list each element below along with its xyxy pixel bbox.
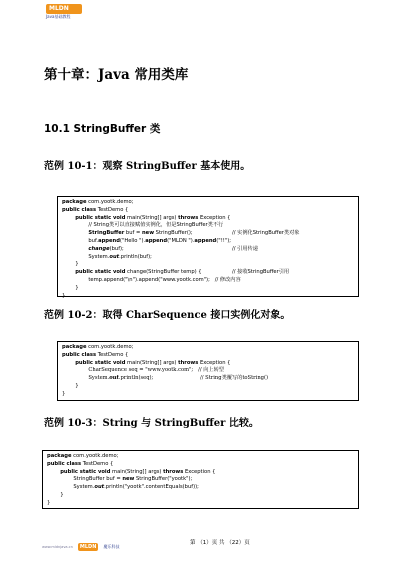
code-token: throws (178, 214, 199, 221)
code-token: .println("yootk".contentEquals(buf)); (104, 484, 199, 491)
footer-logo (42, 536, 119, 555)
code-line (47, 469, 358, 477)
code-token: package (47, 453, 72, 459)
code-token: (buf); (109, 245, 124, 252)
code-token: public static void (75, 359, 126, 366)
code-token: Exception { (183, 468, 216, 475)
code-block-1 (57, 196, 359, 297)
code-token: out (94, 484, 105, 491)
code-token: } (47, 499, 51, 506)
code-line (62, 238, 358, 246)
code-token: // String类可以直接赋值实例化，但是StringBuffer类不行 (62, 222, 224, 229)
code-token: StringBuffer(); (154, 230, 193, 237)
code-line (62, 277, 358, 285)
code-token: System. (62, 375, 110, 382)
code-line (62, 352, 358, 360)
code-token (62, 360, 75, 366)
code-token: ("MLDN "). (167, 237, 195, 244)
code-line (62, 207, 358, 215)
code-token: } (62, 292, 66, 299)
code-comment: // String类覆写的toString() (200, 375, 269, 382)
code-line (47, 484, 358, 492)
code-line (62, 199, 358, 207)
code-comment: // 实例化StringBuffer类对象 (232, 230, 300, 237)
code-line (62, 261, 358, 269)
code-token: main(String[] args) (125, 359, 179, 366)
logo-subtitle: Java基础教程 (46, 14, 71, 19)
code-comment: // 接收StringBuffer引用 (232, 269, 290, 276)
header-logo (46, 4, 82, 22)
code-token: buf. (62, 237, 99, 244)
code-token: new (122, 476, 135, 483)
code-token: com.yootk.demo; (71, 453, 119, 459)
code-token: throws (178, 359, 199, 366)
code-token: temp.append("\n").append("www.yootk.com"); // 修改内容 (62, 276, 241, 283)
code-token: ("!!"); (216, 237, 232, 244)
code-comment: // 引用传递 (232, 245, 258, 252)
code-token: System. (62, 253, 110, 260)
code-token (62, 215, 75, 221)
code-token: } (47, 491, 64, 498)
code-token: TestDemo { (96, 206, 129, 213)
code-line (62, 293, 358, 301)
logo-badge: MLDN (46, 4, 82, 14)
code-line (47, 500, 358, 508)
code-line (47, 461, 358, 469)
code-token: public class (62, 206, 97, 213)
footer-logo-url: www.mldnjava.cn (42, 544, 73, 549)
code-token: public class (62, 351, 97, 358)
code-line (47, 453, 358, 461)
code-line (62, 391, 358, 399)
code-token: StringBuffer buf = (47, 476, 123, 483)
example-title-1: 范例 10-1：观察 StringBuffer 基本使用。 (44, 161, 251, 172)
code-line (62, 375, 358, 383)
code-line (62, 246, 358, 254)
code-token: StringBuffer (88, 230, 125, 237)
code-token: change (88, 245, 110, 252)
section-title: 10.1 StringBuffer 类 (44, 123, 161, 135)
code-token: } (62, 382, 79, 389)
footer-logo-text: 魔乐科技 (103, 543, 120, 549)
code-line (62, 285, 358, 293)
code-line (62, 230, 358, 238)
code-token: Exception { (198, 214, 231, 221)
code-line (47, 476, 358, 484)
code-token: public class (47, 460, 82, 467)
code-token: throws (163, 468, 184, 475)
code-token (62, 269, 75, 275)
code-token: ("Hello "). (119, 237, 146, 244)
code-line (62, 344, 358, 352)
code-token: StringBuffer("yootk"); (134, 476, 193, 483)
code-token: buf = (124, 230, 142, 237)
code-token (62, 246, 88, 252)
code-line (47, 492, 358, 500)
code-token: append (194, 237, 217, 244)
code-token: append (98, 237, 120, 244)
code-token: } (62, 261, 79, 268)
code-token: new (141, 230, 154, 237)
code-token (47, 469, 60, 475)
code-token: main(String[] args) (110, 468, 164, 475)
page-number: 第 （1）页 共 （22）页 (190, 540, 250, 546)
code-token: out (109, 375, 119, 382)
code-token: com.yootk.demo; (86, 344, 134, 350)
chapter-title: 第十章：Java 常用类库 (44, 67, 189, 83)
code-token: public static void (75, 269, 126, 276)
code-token: package (62, 344, 87, 350)
code-token: out (109, 253, 120, 260)
code-token: TestDemo { (96, 351, 129, 358)
code-line (62, 222, 358, 230)
example-title-2: 范例 10-2：取得 CharSequence 接口实例化对象。 (44, 310, 291, 321)
code-token: Exception { (198, 359, 231, 366)
code-line (62, 254, 358, 262)
code-block-3 (42, 450, 359, 509)
footer-logo-badge: MLDN (79, 543, 97, 550)
code-token: com.yootk.demo; (86, 199, 134, 205)
code-token: public static void (75, 214, 126, 221)
code-token (62, 230, 88, 236)
code-token: TestDemo { (81, 460, 114, 467)
code-token: .println(buf); (119, 253, 152, 260)
code-line (62, 269, 358, 277)
code-token: CharSequence seq = "www.yootk.com"; // 向上转型 (62, 367, 224, 374)
code-block-2 (57, 341, 359, 401)
code-token: change(StringBuffer temp) { (125, 269, 202, 276)
code-token: public static void (60, 468, 111, 475)
code-token: } (62, 390, 66, 397)
code-line (62, 383, 358, 391)
code-token: main(String[] args) (125, 214, 179, 221)
example-title-3: 范例 10-3：String 与 StringBuffer 比较。 (44, 418, 259, 429)
code-token: System. (47, 484, 95, 491)
code-token: package (62, 199, 87, 205)
code-token: } (62, 284, 79, 291)
code-token: .println(seq); (118, 375, 154, 382)
code-token: append (145, 237, 168, 244)
